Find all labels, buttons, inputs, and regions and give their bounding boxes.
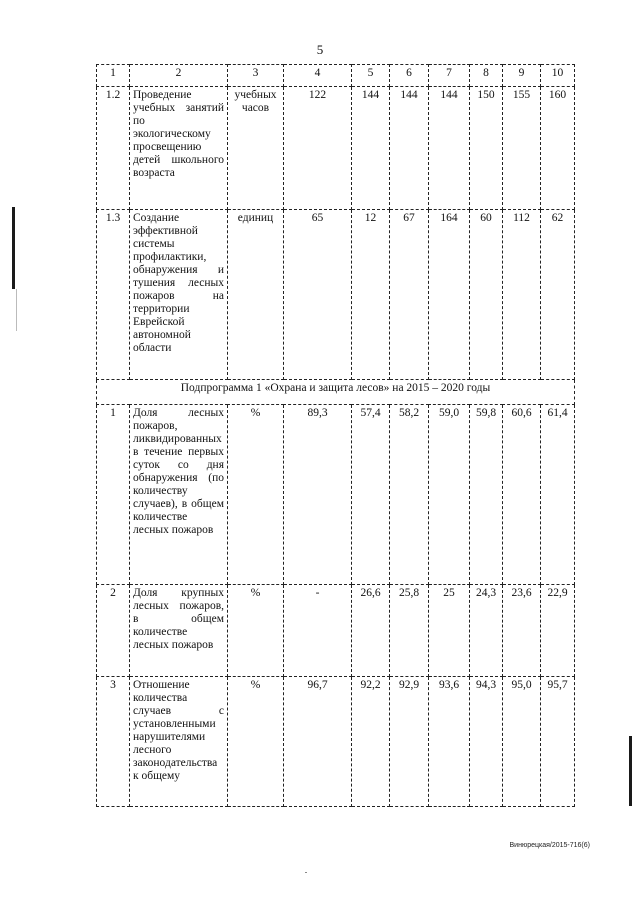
row-number: 3 [97, 677, 130, 807]
value-cell: 12 [352, 210, 390, 380]
value-cell: 61,4 [541, 405, 575, 585]
header-cell: 7 [429, 65, 470, 87]
value-cell: 60 [470, 210, 503, 380]
value-cell: 57,4 [352, 405, 390, 585]
value-cell: 26,6 [352, 585, 390, 677]
scan-margin-mark [12, 207, 15, 289]
value-cell: 155 [503, 87, 541, 210]
table-row [97, 677, 575, 807]
indicator-name: Отношение количества случаев с установленными нарушителями лесного законодательства к общему [130, 677, 228, 807]
row-number: 1.2 [97, 87, 130, 210]
scan-margin-mark-right [629, 736, 632, 806]
value-cell: 93,6 [429, 677, 470, 807]
row-number: 2 [97, 585, 130, 677]
value-cell: 160 [541, 87, 575, 210]
scan-dot [305, 872, 307, 873]
document-code: Винюрецкая/2015-716(6) [509, 842, 590, 849]
value-cell: 25,8 [390, 585, 429, 677]
value-cell: 95,7 [541, 677, 575, 807]
page-number: 5 [316, 42, 324, 57]
header-cell: 8 [470, 65, 503, 87]
section-row [97, 380, 575, 405]
value-cell: 58,2 [390, 405, 429, 585]
value-cell: 65 [284, 210, 352, 380]
value-cell: 95,0 [503, 677, 541, 807]
value-cell: 22,9 [541, 585, 575, 677]
table-row [97, 210, 575, 380]
value-cell: 112 [503, 210, 541, 380]
value-cell: 23,6 [503, 585, 541, 677]
value-cell: 122 [284, 87, 352, 210]
value-cell: 144 [390, 87, 429, 210]
indicator-name: Доля крупных лесных пожаров, в общем количестве лесных пожаров [130, 585, 228, 677]
header-cell: 2 [130, 65, 228, 87]
table-row [97, 585, 575, 677]
header-cell: 4 [284, 65, 352, 87]
unit: % [228, 677, 284, 807]
indicator-name: Проведение учебных занятий по экологическому просвещению детей школьного возраста [130, 87, 228, 210]
value-cell: 144 [352, 87, 390, 210]
row-number: 1.3 [97, 210, 130, 380]
unit: учебных часов [228, 87, 284, 210]
value-cell: 60,6 [503, 405, 541, 585]
table-row [97, 87, 575, 210]
value-cell: 59,0 [429, 405, 470, 585]
header-cell: 5 [352, 65, 390, 87]
indicator-name: Создание эффективной системы профилактики, обнаружения и тушения лесных пожаров на территории Еврейской автономной области [130, 210, 228, 380]
value-cell: 62 [541, 210, 575, 380]
indicator-name: Доля лесных пожаров, ликвидированных в течение первых суток со дня обнаружения (по количеству случаев), в общем количестве лесных пожаров [130, 405, 228, 585]
value-cell: 59,8 [470, 405, 503, 585]
value-cell: 164 [429, 210, 470, 380]
value-cell: 150 [470, 87, 503, 210]
row-number: 1 [97, 405, 130, 585]
header-row [97, 65, 575, 87]
value-cell: 94,3 [470, 677, 503, 807]
header-cell: 9 [503, 65, 541, 87]
unit: единиц [228, 210, 284, 380]
value-cell: 92,9 [390, 677, 429, 807]
value-cell: 67 [390, 210, 429, 380]
value-cell: 96,7 [284, 677, 352, 807]
value-cell: 92,2 [352, 677, 390, 807]
indicators-table [96, 64, 575, 807]
header-cell: 1 [97, 65, 130, 87]
value-cell: - [284, 585, 352, 677]
section-title: Подпрограмма 1 «Охрана и защита лесов» на 2015 – 2020 годы [97, 380, 575, 405]
header-cell: 6 [390, 65, 429, 87]
header-cell: 3 [228, 65, 284, 87]
header-cell: 10 [541, 65, 575, 87]
unit: % [228, 405, 284, 585]
value-cell: 89,3 [284, 405, 352, 585]
value-cell: 25 [429, 585, 470, 677]
scan-margin-mark-thin [16, 289, 17, 331]
value-cell: 24,3 [470, 585, 503, 677]
unit: % [228, 585, 284, 677]
value-cell: 144 [429, 87, 470, 210]
table-row [97, 405, 575, 585]
